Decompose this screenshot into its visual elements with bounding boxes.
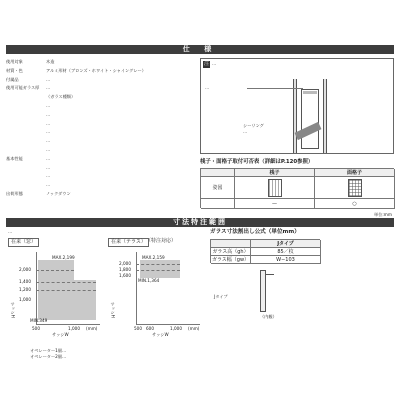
lattice-table [200, 160, 394, 208]
panel2-region [140, 260, 180, 278]
lattice-row-label: 姿図 [201, 177, 235, 199]
op-note-2: オペレーター2個… [30, 354, 67, 359]
spec-value: … [46, 129, 51, 135]
wall-post-right [323, 79, 327, 153]
spec-title: 仕 様 [182, 45, 218, 53]
spec-value: … [46, 102, 51, 108]
spec-row [6, 58, 196, 67]
spec-key: 材質・色 [6, 67, 23, 73]
panel2-tick-2: 1,600 [119, 273, 131, 278]
panel1-tick-0: 2,000 [19, 267, 31, 272]
spec-key [6, 137, 46, 146]
panel2-y-axis [136, 252, 137, 324]
glass-row1-v: W−103 [251, 256, 321, 264]
panel2-grid2 [136, 270, 180, 271]
spec-value: （ガラス種類） [46, 94, 76, 100]
menkoshi-figure [348, 179, 362, 197]
sanko-figure [268, 179, 282, 197]
panel1-y-axis [36, 252, 37, 324]
lattice-col-2: 面格子 [315, 169, 395, 177]
spec-value: アルミ形材（ブロンズ・ホワイト・シャイングレー） [46, 67, 146, 73]
lattice-row2-a: — [235, 199, 315, 209]
spec-key [6, 181, 46, 190]
spec-row [6, 67, 196, 76]
panel1-tick-2: 1,200 [19, 287, 31, 292]
panel1-grid1 [36, 270, 74, 271]
jtype-section [260, 270, 266, 312]
panel2-x2: 600 [146, 326, 154, 331]
op-note-1: オペレーター1個… [30, 348, 67, 353]
lattice-row2-label [201, 199, 235, 209]
note-text: … [212, 61, 217, 66]
spec-row [6, 164, 196, 173]
spec-value: … [46, 76, 51, 82]
spec-key [6, 128, 46, 137]
glass-title: ガラス寸法割出し公式（単位mm） [210, 229, 300, 235]
glass-head-blank [211, 240, 251, 248]
panel1-tag: 在来（窓） [8, 238, 39, 247]
jtype-label: Jタイプ [214, 294, 228, 299]
spec-row [6, 128, 196, 137]
panel1-tick-3: 1,000 [19, 297, 31, 302]
spec-value: … [46, 164, 51, 170]
glass-formula [210, 230, 394, 320]
glass-row1-k: ガラス幅（gw） [211, 257, 250, 263]
bead [303, 91, 317, 94]
spec-row [6, 146, 196, 155]
panel2-xlabel: サッシW [152, 332, 169, 337]
spec-value: … [46, 155, 51, 161]
panel2-x3: 1,000 [170, 326, 182, 331]
panel1-x1: 500 [32, 326, 40, 331]
spec-key: 付属品 [6, 76, 19, 82]
spec-key: 出荷形態 [6, 190, 23, 196]
unit-label: 単位:mm [374, 212, 392, 217]
range-panel-window [8, 238, 103, 346]
lattice-row2-b: ○ [315, 199, 395, 209]
spec-value: … [46, 120, 51, 126]
frame-section [301, 89, 319, 149]
panel2-grid1 [136, 264, 180, 265]
spec-row [6, 137, 196, 146]
panel1-grid3 [36, 290, 96, 291]
note-badge: 注 [203, 61, 209, 67]
spec-value: … [46, 182, 51, 188]
spec-value: 木造 [46, 59, 55, 64]
lattice-col-0 [201, 169, 235, 177]
spec-key: 使用可能ガラス厚 [6, 85, 40, 91]
spec-value: … [46, 111, 51, 117]
glass-table [210, 239, 320, 263]
spec-row [6, 181, 196, 190]
range-title: 寸法特注範囲 [173, 218, 227, 226]
detail-drawing [203, 79, 393, 153]
panel2-max: MAX.2,159 [142, 255, 165, 260]
spec-row [6, 172, 196, 181]
spec-row [6, 155, 196, 164]
note-panel [200, 58, 394, 154]
glass-row0-v: 85／枚 [251, 248, 321, 256]
panel2-x1: 500 [134, 326, 142, 331]
spec-key [6, 172, 46, 181]
spec-value: ノックダウン [46, 190, 71, 196]
panel2-min: MIN.1,364 [138, 278, 160, 283]
spec-value: … [46, 146, 51, 152]
panel1-xunit: (mm) [86, 326, 98, 331]
spec-value: … [46, 85, 51, 91]
spec-row [6, 84, 196, 93]
spec-row [6, 93, 196, 102]
spec-row [6, 76, 196, 85]
spec-header-bar [6, 45, 394, 54]
spec-row [6, 120, 196, 129]
panel1-x2: 1,000 [68, 326, 80, 331]
lattice-image-menkoshi [315, 177, 395, 199]
panel2-ylabel: サッシH [110, 302, 116, 318]
spec-key [6, 120, 46, 129]
panel2-sub: （特注対応） [146, 238, 177, 244]
spec-key [6, 111, 46, 120]
jtype-arm [266, 274, 274, 275]
spec-row [6, 190, 196, 199]
spec-key [6, 146, 46, 155]
spec-key [6, 93, 46, 102]
panel1-grid2 [36, 282, 96, 283]
panel1-x-axis [36, 324, 100, 325]
lattice-image-sanko [235, 177, 315, 199]
leader-line [247, 88, 303, 89]
spec-key: 使用対象 [6, 59, 23, 64]
spec-value: … [46, 138, 51, 144]
panel2-xunit: (mm) [188, 326, 200, 331]
panel2-tag: 在来（テラス） [108, 238, 149, 247]
spec-row [6, 102, 196, 111]
panel1-region-ext [74, 280, 96, 320]
spec-key: 基本性能 [6, 155, 23, 161]
panel2-tick-0: 2,000 [119, 261, 131, 266]
panel1-tick-1: 1,400 [19, 279, 31, 284]
diagram-label-top: … [205, 85, 210, 90]
spec-key [6, 164, 46, 173]
glass-row0-k: ガラス高（gh） [211, 248, 251, 256]
panel2-x-axis [136, 324, 200, 325]
jtype-inner: （内観） [260, 314, 277, 319]
wall-post [293, 79, 297, 153]
spec-row [6, 111, 196, 120]
diagram-label-note: … [243, 129, 248, 134]
spec-key [6, 102, 46, 111]
diagram-label-sealing: シーリング [243, 123, 264, 128]
spec-value: … [46, 173, 51, 179]
glass-type: Jタイプ [251, 240, 321, 248]
lattice-grid [200, 168, 394, 208]
panel1-xlabel: サッシW [52, 332, 69, 337]
panel1-min: MIN.349 [30, 318, 48, 323]
range-note: … [8, 229, 13, 234]
range-header-bar [6, 218, 394, 227]
panel1-max: MAX.2,199 [52, 255, 75, 260]
lattice-col-1: 桟子 [235, 169, 315, 177]
spec-list [6, 58, 196, 200]
lattice-title: 桟子・面格子取付可否表（詳細はP.120参照） [200, 159, 314, 165]
panel1-ylabel: サッシH [10, 302, 16, 318]
panel2-tick-1: 1,800 [119, 267, 131, 272]
range-panel-terrace [108, 238, 203, 346]
